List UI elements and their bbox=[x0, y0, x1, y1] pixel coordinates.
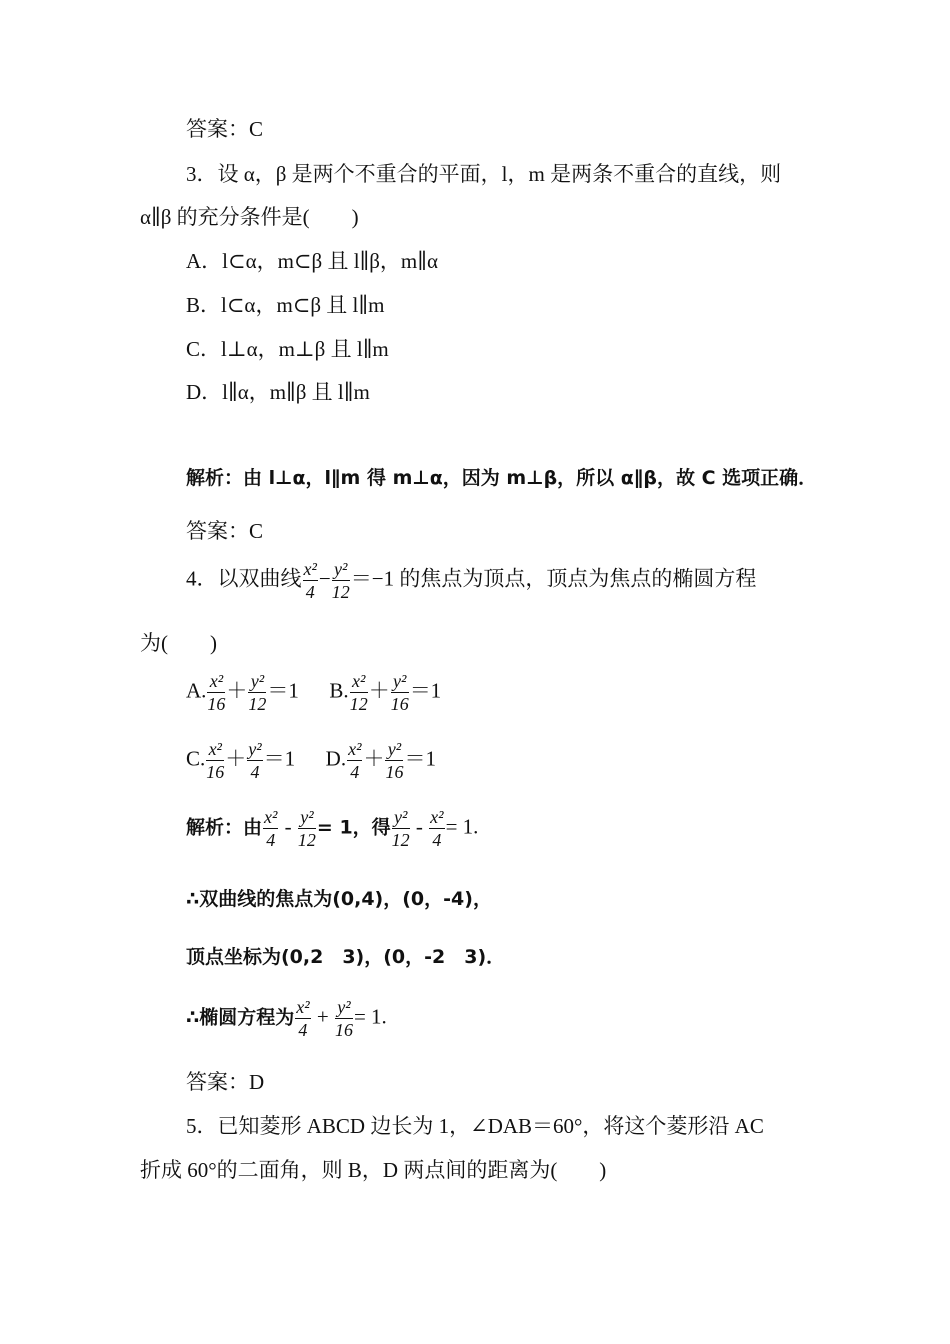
q3-option-a: A．l⊂α，m⊂β 且 l∥β，m∥α bbox=[186, 249, 438, 273]
q4-vertices: 顶点坐标为(0,2 3)，(0，-2 3)． bbox=[186, 946, 506, 968]
q4-ellipse-fraction1: $\frac{\text{x²}}{4}$ bbox=[296, 997, 310, 1040]
plus-sign: + bbox=[311, 1004, 334, 1029]
plus-sign: ＋ bbox=[226, 678, 248, 703]
q4-options-ab bbox=[186, 672, 441, 713]
q4-ellipse-fraction2: $\frac{\text{y²}}{16}$ bbox=[334, 997, 353, 1040]
q4-option-d-fraction1: $\frac{\text{x²}}{4}$ bbox=[348, 739, 362, 782]
q4-option-c-fraction1: $\frac{\text{x²}}{16}$ bbox=[206, 739, 225, 782]
q4-options-cd bbox=[186, 740, 436, 781]
q4-option-d-fraction2: $\frac{\text{y²}}{16}$ bbox=[385, 739, 404, 782]
q4-fraction-y2-12: $\frac{\text{y²}}{12}$ bbox=[331, 559, 350, 602]
minus-sign: - bbox=[279, 814, 297, 839]
q4-option-a-fraction2: $\frac{\text{y²}}{12}$ bbox=[248, 671, 267, 714]
q3-stem-line1: 3．设 α，β 是两个不重合的平面，l，m 是两条不重合的直线，则 bbox=[186, 162, 782, 186]
q4-option-b-label: B. bbox=[329, 678, 349, 703]
q4-stem-line1 bbox=[186, 560, 756, 601]
q3-option-c: C．l⊥α，m⊥β 且 l∥m bbox=[186, 337, 389, 361]
plus-sign: ＋ bbox=[368, 678, 390, 703]
q4-answer: 答案：D bbox=[186, 1070, 265, 1094]
plus-sign: ＋ bbox=[225, 746, 247, 771]
q5-stem-line1: 5．已知菱形 ABCD 边长为 1，∠DAB＝60°，将这个菱形沿 AC bbox=[186, 1114, 764, 1138]
q4-fraction-x2-4: $\frac{\text{x²}}{4}$ bbox=[303, 559, 317, 602]
q4-ellipse-end: = 1. bbox=[353, 1004, 387, 1029]
q4-stem-line2: 为( ) bbox=[140, 631, 217, 655]
equals-one: ＝1 bbox=[404, 746, 436, 771]
q4-analysis bbox=[186, 808, 478, 849]
q4-stem-pre: 4．以双曲线 bbox=[186, 566, 302, 591]
equals-one: ＝1 bbox=[409, 678, 442, 703]
q4-foci: ∴双曲线的焦点为(0,4)，(0，-4)， bbox=[186, 888, 492, 910]
answer-q2: 答案：C bbox=[186, 117, 264, 141]
q4-option-a-label: A. bbox=[186, 678, 207, 703]
q4-option-c-label: C. bbox=[186, 746, 206, 771]
q3-option-d: D．l∥α，m∥β 且 l∥m bbox=[186, 380, 370, 404]
q5-stem-line2: 折成 60°的二面角，则 B，D 两点间的距离为( ) bbox=[140, 1158, 607, 1182]
q4-ellipse-pre: ∴椭圆方程为 bbox=[186, 1006, 295, 1029]
q4-analysis-fraction4: $\frac{\text{x²}}{4}$ bbox=[430, 807, 444, 850]
q4-analysis-pre: 解析：由 bbox=[186, 816, 263, 839]
plus-sign: ＋ bbox=[363, 746, 385, 771]
q4-ellipse-equation bbox=[186, 998, 387, 1039]
minus-sign: - bbox=[410, 814, 429, 839]
q4-analysis-fraction3: $\frac{\text{y²}}{12}$ bbox=[391, 807, 410, 850]
equals-one: ＝1 bbox=[267, 678, 299, 703]
q3-stem-line2: α∥β 的充分条件是( ) bbox=[140, 205, 359, 229]
minus-sign: − bbox=[318, 566, 331, 591]
q3-analysis: 解析：由 l⊥α，l∥m 得 m⊥α，因为 m⊥β，所以 α∥β，故 C 选项正确． bbox=[186, 467, 818, 489]
q4-option-c-fraction2: $\frac{\text{y²}}{4}$ bbox=[248, 739, 262, 782]
q4-analysis-fraction1: $\frac{\text{x²}}{4}$ bbox=[264, 807, 278, 850]
q3-answer: 答案：C bbox=[186, 519, 264, 543]
q4-option-a-fraction1: $\frac{\text{x²}}{16}$ bbox=[207, 671, 226, 714]
equals-one: ＝1 bbox=[263, 746, 296, 771]
q4-analysis-fraction2: $\frac{\text{y²}}{12}$ bbox=[297, 807, 316, 850]
q4-option-b-fraction1: $\frac{\text{x²}}{12}$ bbox=[349, 671, 368, 714]
q4-analysis-end: = 1. bbox=[445, 814, 479, 839]
q3-option-b: B．l⊂α，m⊂β 且 l∥m bbox=[186, 293, 385, 317]
q4-analysis-mid: = 1，得 bbox=[316, 816, 391, 839]
q4-option-d-label: D. bbox=[325, 746, 347, 771]
q4-option-b-fraction2: $\frac{\text{y²}}{16}$ bbox=[390, 671, 409, 714]
q4-stem-post: ＝−1 的焦点为顶点，顶点为焦点的椭圆方程 bbox=[350, 566, 757, 591]
